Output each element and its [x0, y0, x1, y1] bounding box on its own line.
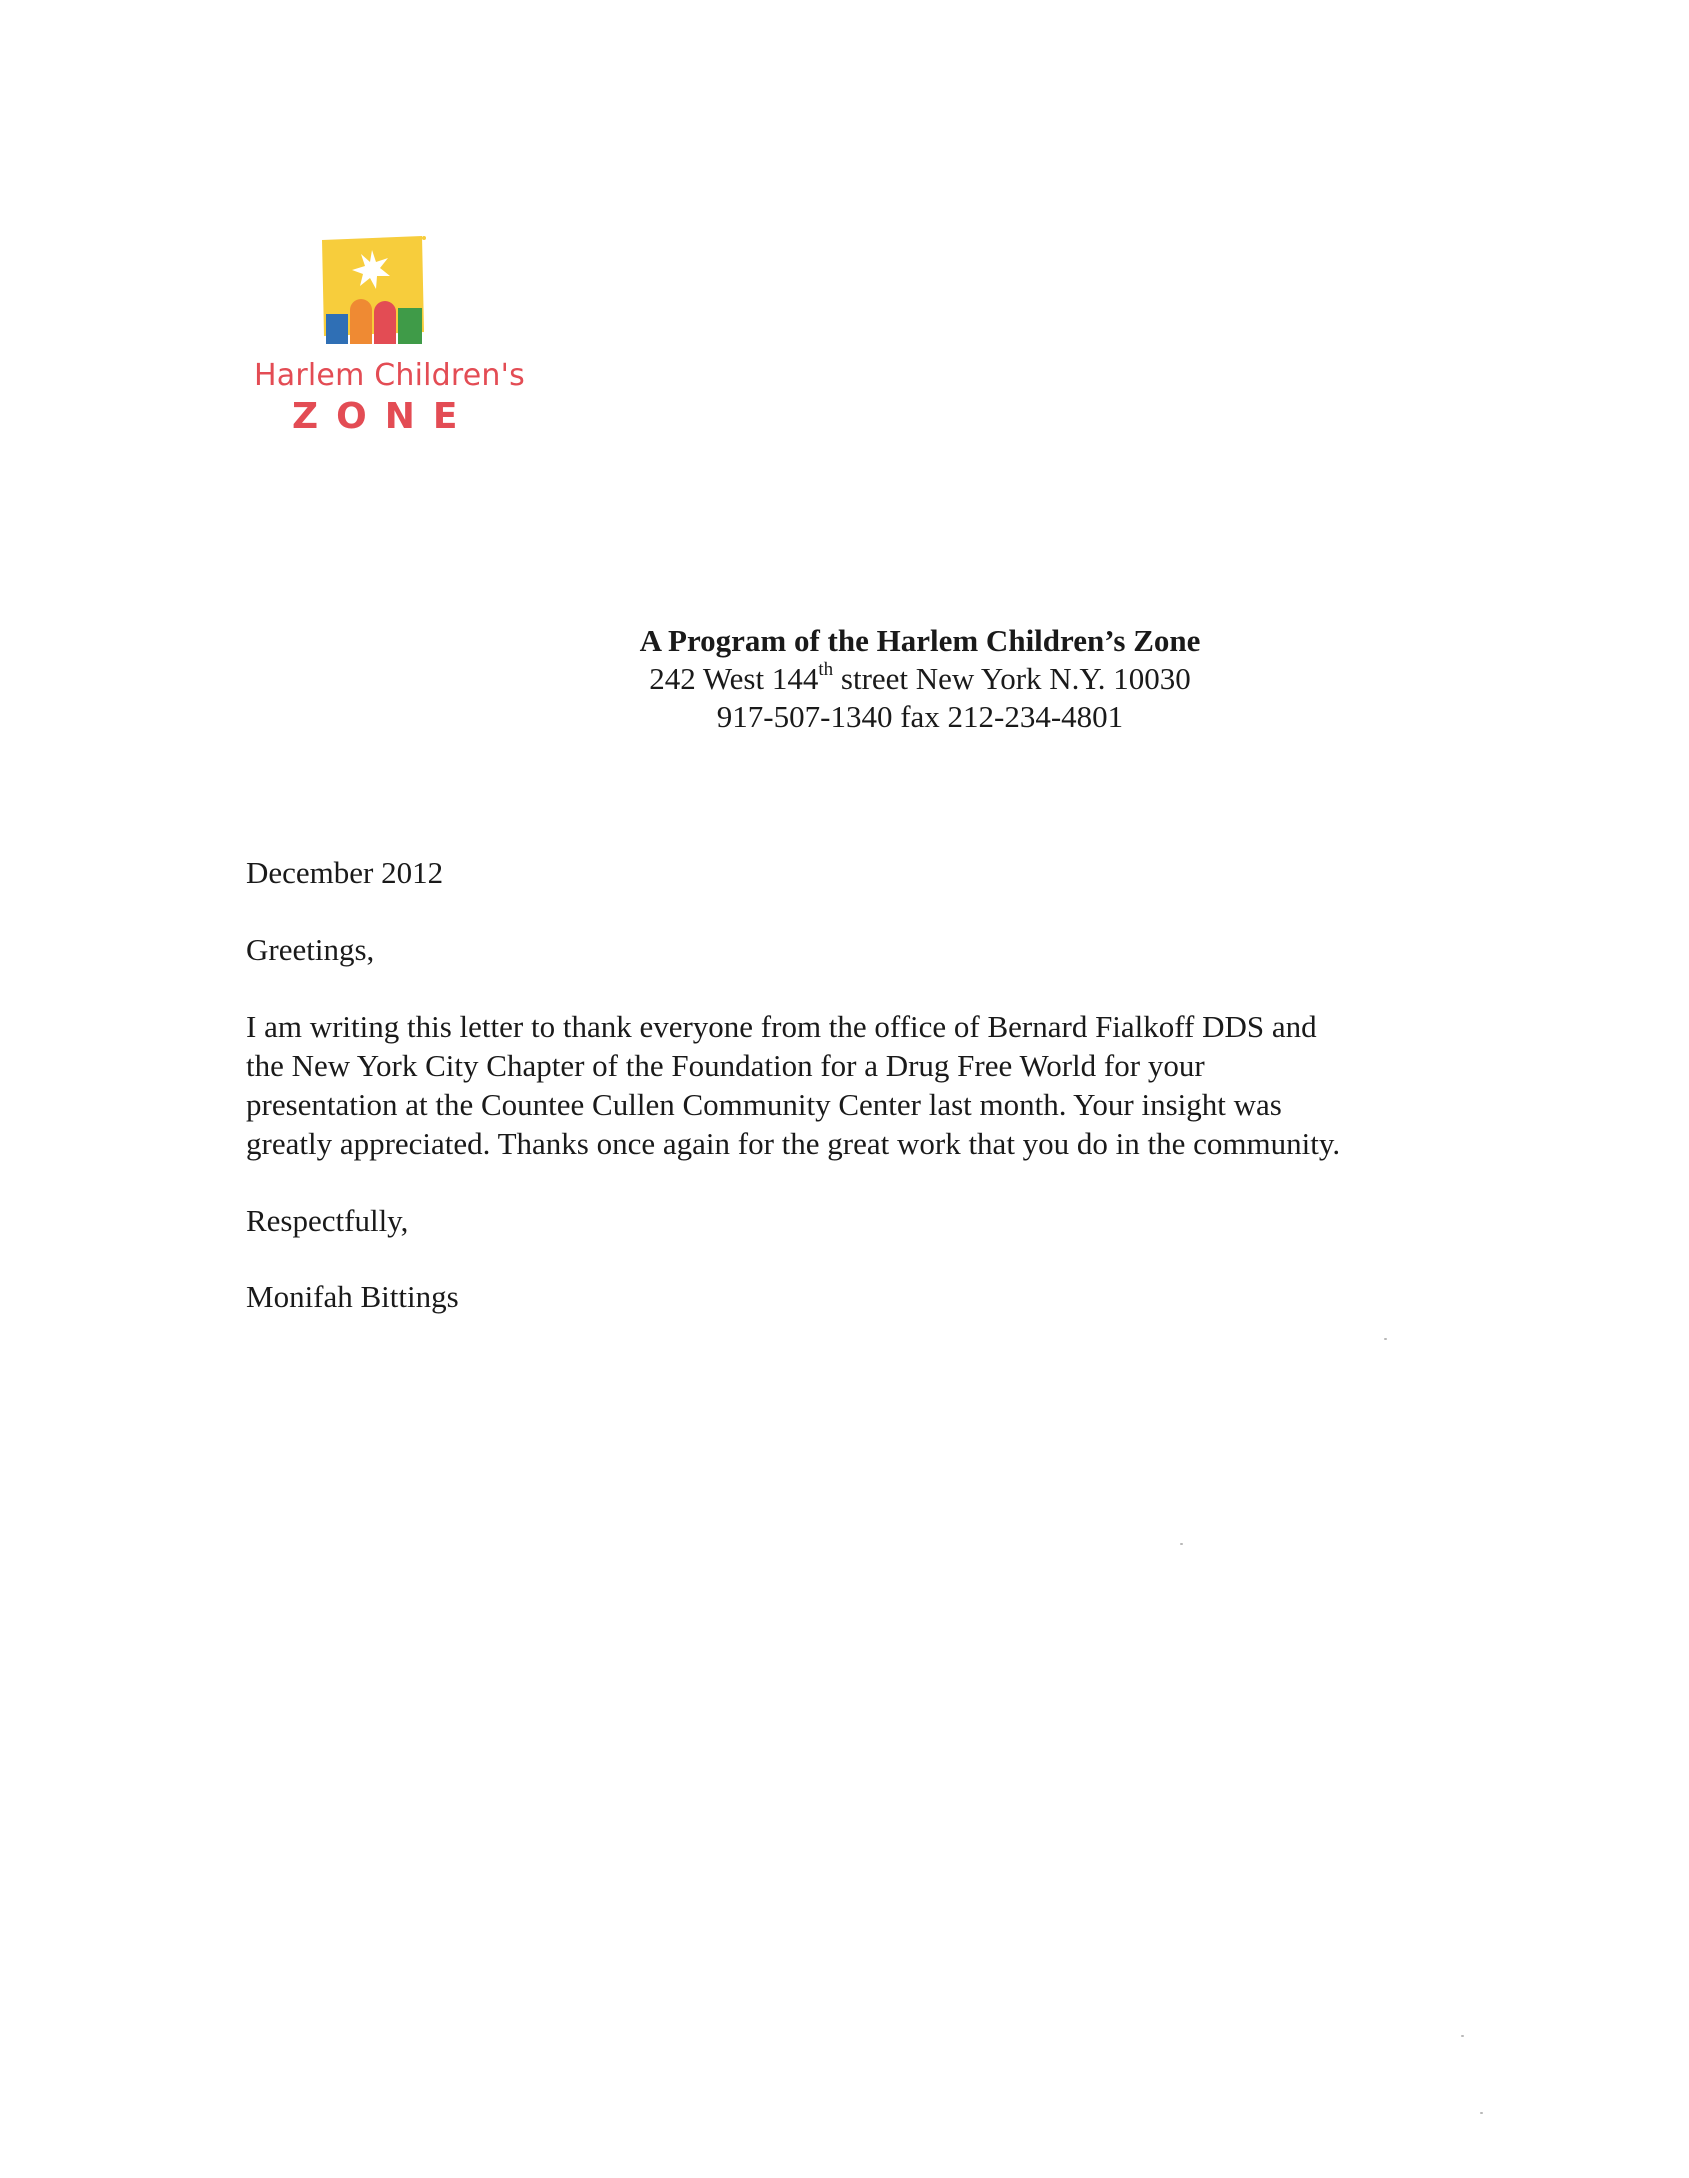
- paragraph-line: I am writing this letter to thank everyone from the office of Bernard Fialkoff DDS and: [246, 1009, 1317, 1044]
- letter-paragraph: [246, 1007, 1496, 1163]
- letter-date: December 2012: [246, 855, 444, 890]
- letter-body: [246, 853, 1496, 1316]
- address-number-street: 242 West 144: [649, 661, 819, 696]
- letter-greeting: Greetings,: [246, 932, 375, 967]
- address-ordinal-suffix: th: [818, 658, 834, 680]
- letterhead-phone-fax: 917-507-1340 fax 212-234-4801: [716, 699, 1124, 734]
- logo-text-harlem-childrens: Harlem Children's: [254, 358, 525, 393]
- logo-building-star-icon: [320, 236, 426, 348]
- scan-speck: [1461, 2035, 1464, 2037]
- paragraph-line: presentation at the Countee Cullen Community Center last month. Your insight was: [246, 1087, 1282, 1122]
- harlem-childrens-zone-logo: [248, 230, 525, 437]
- letterhead: [560, 622, 1280, 736]
- scan-speck: [1480, 2112, 1483, 2114]
- letterhead-title: A Program of the Harlem Children’s Zone: [639, 623, 1201, 658]
- logo-text-zone: ZONE: [292, 396, 476, 437]
- paragraph-line: greatly appreciated. Thanks once again for the great work that you do in the community.: [246, 1126, 1341, 1161]
- paragraph-line: the New York City Chapter of the Foundation for a Drug Free World for your: [246, 1048, 1205, 1083]
- letter-signature: Monifah Bittings: [246, 1279, 459, 1314]
- scan-speck: [1384, 1338, 1387, 1340]
- letter-closing: Respectfully,: [246, 1203, 409, 1238]
- address-city-zip: street New York N.Y. 10030: [833, 661, 1191, 696]
- scan-speck: [1180, 1543, 1183, 1545]
- letterhead-address: [560, 660, 1280, 698]
